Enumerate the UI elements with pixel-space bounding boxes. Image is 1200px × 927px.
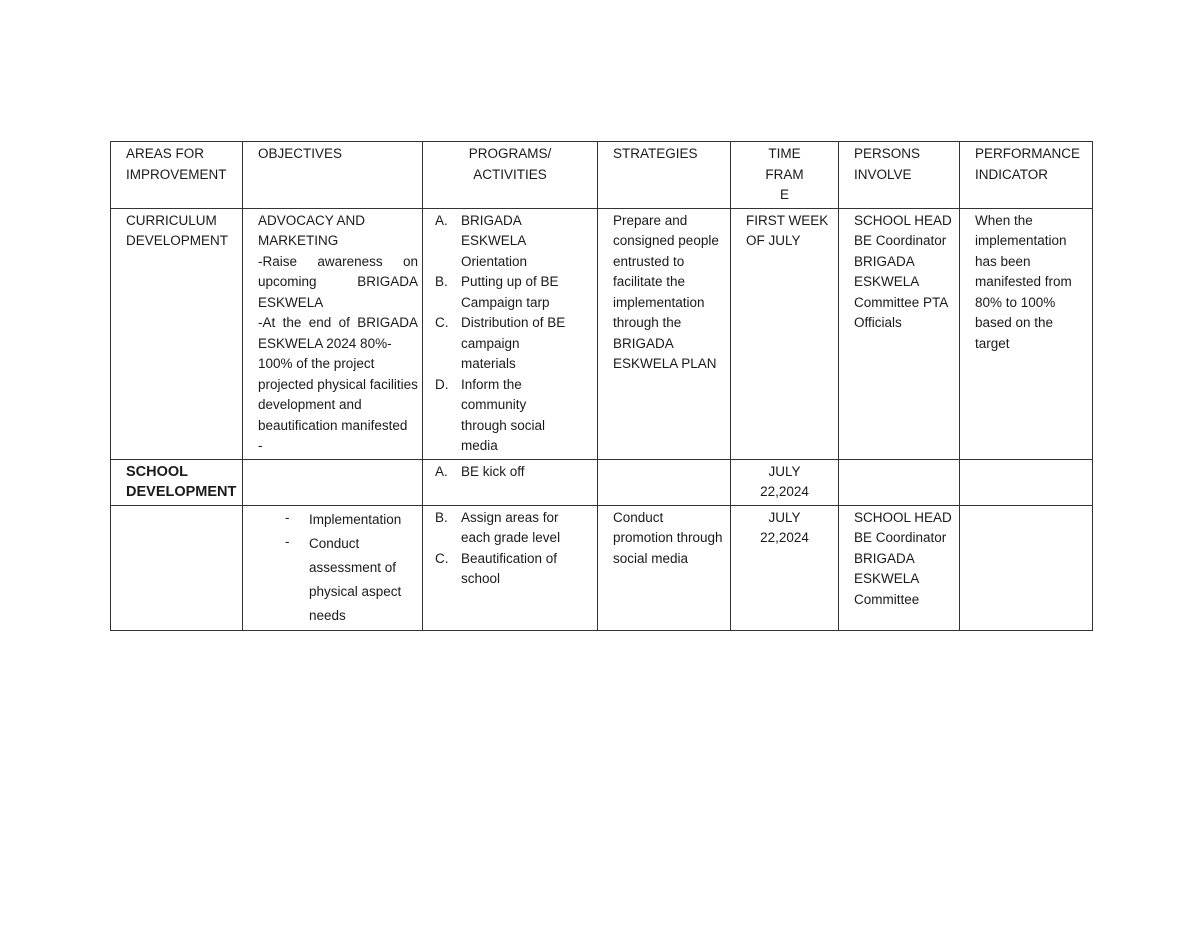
header-indicator: PERFORMANCE INDICATOR (960, 142, 1093, 209)
table-row (111, 459, 1093, 505)
objectives-cell (243, 505, 423, 630)
table-row (111, 505, 1093, 630)
header-programs: PROGRAMS/ ACTIVITIES (423, 142, 598, 209)
header-time-frame: TIME FRAME (731, 142, 839, 209)
indicator-cell: When the implementation has been manifested from 80% to 100% based on the target (960, 208, 1093, 459)
area-cell: SCHOOL DEVELOPMENT (111, 459, 243, 505)
time-frame-cell: JULY 22,2024 (731, 505, 839, 630)
list-item: - Conduct assessment of physical aspect needs (285, 533, 402, 623)
objectives-line: 100% of the project projected physical facilities development and beautification manifested (258, 356, 418, 433)
table-row (111, 208, 1093, 459)
time-frame-cell: FIRST WEEK OF JULY (731, 208, 839, 459)
activities-list (435, 211, 575, 457)
list-item: A. BRIGADA ESKWELA Orientation (435, 212, 528, 269)
activities-list (435, 462, 593, 483)
objectives-line: -Raise awareness on upcoming BRIGADA ESKWELA (258, 253, 418, 310)
activities-list (435, 508, 575, 590)
strategies-cell: Prepare and consigned people entrusted to facilitate the implementation through the BRIGADA ESKWELA PLAN (598, 208, 731, 459)
header-row (111, 142, 1093, 209)
list-item: - Implementation (285, 509, 402, 527)
header-persons: PERSONS INVOLVE (839, 142, 960, 209)
indicator-cell (960, 505, 1093, 630)
list-item: B. Putting up of BE Campaign tarp (435, 274, 559, 310)
indicator-cell (960, 459, 1093, 505)
activities-cell (423, 459, 598, 505)
objectives-line: -At the end of BRIGADA ESKWELA 2024 80%- (258, 315, 418, 351)
header-objectives: OBJECTIVES (243, 142, 423, 209)
persons-cell (839, 459, 960, 505)
objectives-list (257, 508, 418, 628)
list-item: D. Inform the community through social media (435, 376, 546, 453)
list-item: C. Distribution of BE campaign materials (435, 315, 566, 371)
activities-cell (423, 505, 598, 630)
brigada-eskwela-action-plan-table (110, 141, 1093, 631)
objectives-cell (243, 459, 423, 505)
persons-cell: SCHOOL HEAD BE Coordinator BRIGADA ESKWELA Committee PTA Officials (839, 208, 960, 459)
strategies-cell: Conduct promotion through social media (598, 505, 731, 630)
objectives-line: - (258, 438, 263, 453)
strategies-cell (598, 459, 731, 505)
list-item: A. BE kick off (435, 463, 525, 479)
list-item: C. Beautification of school (435, 550, 558, 586)
list-item: B. Assign areas for each grade level (435, 509, 561, 545)
objectives-heading: ADVOCACY AND MARKETING (258, 212, 366, 248)
header-areas: AREAS FOR IMPROVEMENT (111, 142, 243, 209)
header-strategies: STRATEGIES (598, 142, 731, 209)
persons-cell: SCHOOL HEAD BE Coordinator BRIGADA ESKWELA Committee (839, 505, 960, 630)
area-cell (111, 505, 243, 630)
area-cell: CURRICULUM DEVELOPMENT (111, 208, 243, 459)
time-frame-cell: JULY 22,2024 (731, 459, 839, 505)
activities-cell (423, 208, 598, 459)
objectives-cell (243, 208, 423, 459)
